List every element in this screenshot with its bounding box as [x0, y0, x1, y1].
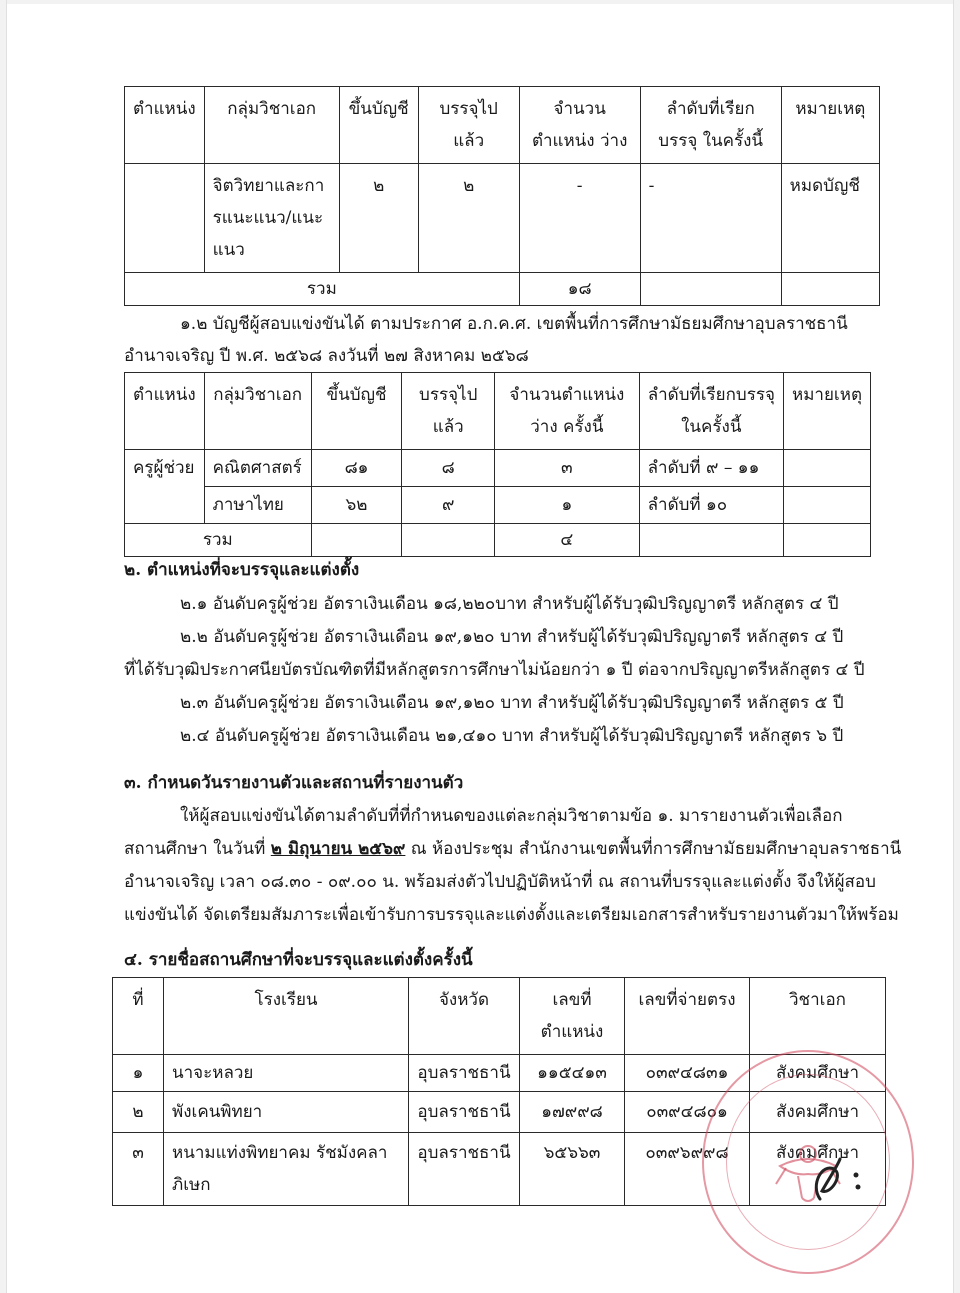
section-1-2-line: อำนาจเจริญ ปี พ.ศ. ๒๕๖๘ ลงวันที่ ๒๗ สิงหาคม ๒๕๖๘: [124, 346, 529, 366]
table-header-row: [113, 978, 886, 1055]
cell-school: นาจะหลวย: [164, 1055, 409, 1092]
report-line: ให้ผู้สอบแข่งขันได้ตามลำดับที่ที่กำหนดของแต่ละกลุ่มวิชาตามข้อ ๑. มารายงานตัวเพื่อเลือก: [180, 806, 843, 826]
cell-post-number: ๑๑๕๔๑๓: [520, 1055, 625, 1092]
cell-note: [784, 450, 871, 487]
col-header: ขึ้นบัญชี: [311, 373, 402, 450]
empty-cell: [781, 273, 879, 306]
cell-order: -: [640, 164, 781, 273]
col-header: บรรจุไปแล้ว: [418, 87, 519, 164]
page-frame-left: [0, 0, 7, 1293]
cell-no: ๑: [113, 1055, 164, 1092]
empty-cell: [784, 524, 871, 557]
salary-line: ๒.๔ อันดับครูผู้ช่วย อัตราเงินเดือน ๒๑,๔๑๐ บาท สำหรับผู้ได้รับวุฒิปริญญาตรี หลักสูตร ๖ ปี: [180, 726, 844, 746]
cell-position: [125, 164, 205, 273]
section-3-heading: ๓. กำหนดวันรายงานตัวและสถานที่รายงานตัว: [124, 773, 464, 793]
cell-filled: ๒: [418, 164, 519, 273]
report-date: ๒ มิถุนายน ๒๕๖๙: [270, 839, 406, 859]
empty-cell: [311, 524, 402, 557]
col-header: ลำดับที่เรียกบรรจุ ในครั้งนี้: [640, 87, 781, 164]
cell-order: ลำดับที่ ๑๐: [639, 487, 783, 524]
cell-pay-number: ๐๓๙๔๘๓๑: [625, 1055, 750, 1092]
total-value: ๑๘: [519, 273, 640, 306]
col-header: จังหวัด: [409, 978, 520, 1055]
report-line: อำนาจเจริญ เวลา ๐๘.๓๐ - ๐๙.๐๐ น. พร้อมส่งตัวไปปฏิบัติหน้าที่ ณ สถานที่บรรจุและแต่งตั้ง จึงให้ผู้สอบ: [124, 872, 876, 892]
cell-filled: ๘: [402, 450, 495, 487]
cell-post-number: ๑๗๙๙๘: [520, 1092, 625, 1133]
col-header: หมายเหตุ: [781, 87, 879, 164]
exam-list-table: [124, 372, 871, 557]
section-2-heading: ๒. ตำแหน่งที่จะบรรจุและแต่งตั้ง: [124, 560, 360, 580]
section-1-2-line: ๑.๒ บัญชีผู้สอบแข่งขันได้ ตามประกาศ อ.ก.ค.ศ. เขตพื้นที่การศึกษามัธยมศึกษาอุบลราชธานี: [180, 314, 848, 334]
table-header-row: [125, 87, 880, 164]
cell-note: [784, 487, 871, 524]
col-header: กลุ่มวิชาเอก: [204, 87, 339, 164]
col-header: ตำแหน่ง: [125, 87, 205, 164]
table-header-row: [125, 373, 871, 450]
salary-line: ที่ได้รับวุฒิประกาศนียบัตรบัณฑิตที่มีหลักสูตรการศึกษาไม่น้อยกว่า ๑ ปี ต่อจากปริญญาตรีหลักสูตร ๔ ปี: [124, 660, 865, 680]
total-row: [125, 273, 880, 306]
cell-position: ครูผู้ช่วย: [125, 450, 205, 524]
section-4-heading: ๔. รายชื่อสถานศึกษาที่จะบรรจุและแต่งตั้งครั้งนี้: [124, 950, 473, 970]
salary-line: ๒.๒ อันดับครูผู้ช่วย อัตราเงินเดือน ๑๙,๑๒๐ บาท สำหรับผู้ได้รับวุฒิปริญญาตรี หลักสูตร ๔ ปี: [180, 627, 844, 647]
cell-subject: สังคมศึกษา: [750, 1055, 886, 1092]
report-text: สถานศึกษา ในวันที่: [124, 839, 271, 859]
cell-province: อุบลราชธานี: [409, 1133, 520, 1206]
col-header: ขึ้นบัญชี: [339, 87, 418, 164]
col-header: กลุ่มวิชาเอก: [204, 373, 311, 450]
total-label: รวม: [125, 524, 312, 557]
table-row: [125, 450, 871, 487]
cell-pay-number: ๐๓๙๔๘๐๑: [625, 1092, 750, 1133]
cell-filled: ๙: [402, 487, 495, 524]
total-value: ๔: [495, 524, 640, 557]
total-row: [125, 524, 871, 557]
page-frame-top: [0, 0, 960, 4]
salary-line: ๒.๑ อันดับครูผู้ช่วย อัตราเงินเดือน ๑๘,๒๒๐บาท สำหรับผู้ได้รับวุฒิปริญญาตรี หลักสูตร ๔ ปี: [180, 594, 839, 614]
col-header: จำนวนตำแหน่งว่าง ครั้งนี้: [495, 373, 640, 450]
cell-pay-number: ๐๓๙๖๙๙๘: [625, 1133, 750, 1206]
cell-subject: สังคมศึกษา: [750, 1092, 886, 1133]
empty-cell: [402, 524, 495, 557]
cell-listed: ๒: [339, 164, 418, 273]
table-row: [125, 164, 880, 273]
cell-vacancies: ๓: [495, 450, 640, 487]
col-header: โรงเรียน: [164, 978, 409, 1055]
cell-listed: ๖๒: [311, 487, 402, 524]
cell-subject: คณิตศาสตร์: [204, 450, 311, 487]
col-header: ลำดับที่เรียกบรรจุ ในครั้งนี้: [639, 373, 783, 450]
report-line: แข่งขันได้ จัดเตรียมสัมภาระเพื่อเข้ารับการบรรจุและแต่งตั้งและเตรียมเอกสารสำหรับรายงานตัวมาให้พร้อม: [124, 905, 899, 925]
col-header: หมายเหตุ: [784, 373, 871, 450]
empty-cell: [640, 273, 781, 306]
cell-listed: ๘๑: [311, 450, 402, 487]
col-header: ที่: [113, 978, 164, 1055]
cell-province: อุบลราชธานี: [409, 1092, 520, 1133]
col-header: บรรจุไปแล้ว: [402, 373, 495, 450]
cell-vacancies: ๑: [495, 487, 640, 524]
cell-note: หมดบัญชี: [781, 164, 879, 273]
cell-vacancies: -: [519, 164, 640, 273]
cell-province: อุบลราชธานี: [409, 1055, 520, 1092]
cell-school: หนามแท่งพิทยาคม รัชมังคลาภิเษก: [164, 1133, 409, 1206]
report-text: ณ ห้องประชุม สำนักงานเขตพื้นที่การศึกษามัธยมศึกษาอุบลราชธานี: [405, 839, 902, 859]
empty-cell: [639, 524, 783, 557]
col-header: จำนวนตำแหน่ง ว่าง: [519, 87, 640, 164]
cell-school: พังเคนพิทยา: [164, 1092, 409, 1133]
cell-order: ลำดับที่ ๙ – ๑๑: [639, 450, 783, 487]
page-frame-right: [953, 0, 960, 1293]
vacancy-table-continued: [124, 86, 880, 306]
col-header: ตำแหน่ง: [125, 373, 205, 450]
cell-subject: จิตวิทยาและการแนะแนว/แนะแนว: [204, 164, 339, 273]
table-row: [125, 487, 871, 524]
salary-line: ๒.๓ อันดับครูผู้ช่วย อัตราเงินเดือน ๑๙,๑๒๐ บาท สำหรับผู้ได้รับวุฒิปริญญาตรี หลักสูตร ๕ ปี: [180, 693, 844, 713]
total-label: รวม: [125, 273, 520, 306]
col-header: เลขที่จ่ายตรง: [625, 978, 750, 1055]
cell-post-number: ๖๕๖๖๓: [520, 1133, 625, 1206]
col-header: วิชาเอก: [750, 978, 886, 1055]
col-header: เลขที่ ตำแหน่ง: [520, 978, 625, 1055]
report-line: [124, 833, 901, 865]
cell-subject: สังคมศึกษา: [750, 1133, 886, 1206]
cell-no: ๒: [113, 1092, 164, 1133]
signature-mark: [800, 1155, 870, 1205]
cell-subject: ภาษาไทย: [204, 487, 311, 524]
cell-no: ๓: [113, 1133, 164, 1206]
